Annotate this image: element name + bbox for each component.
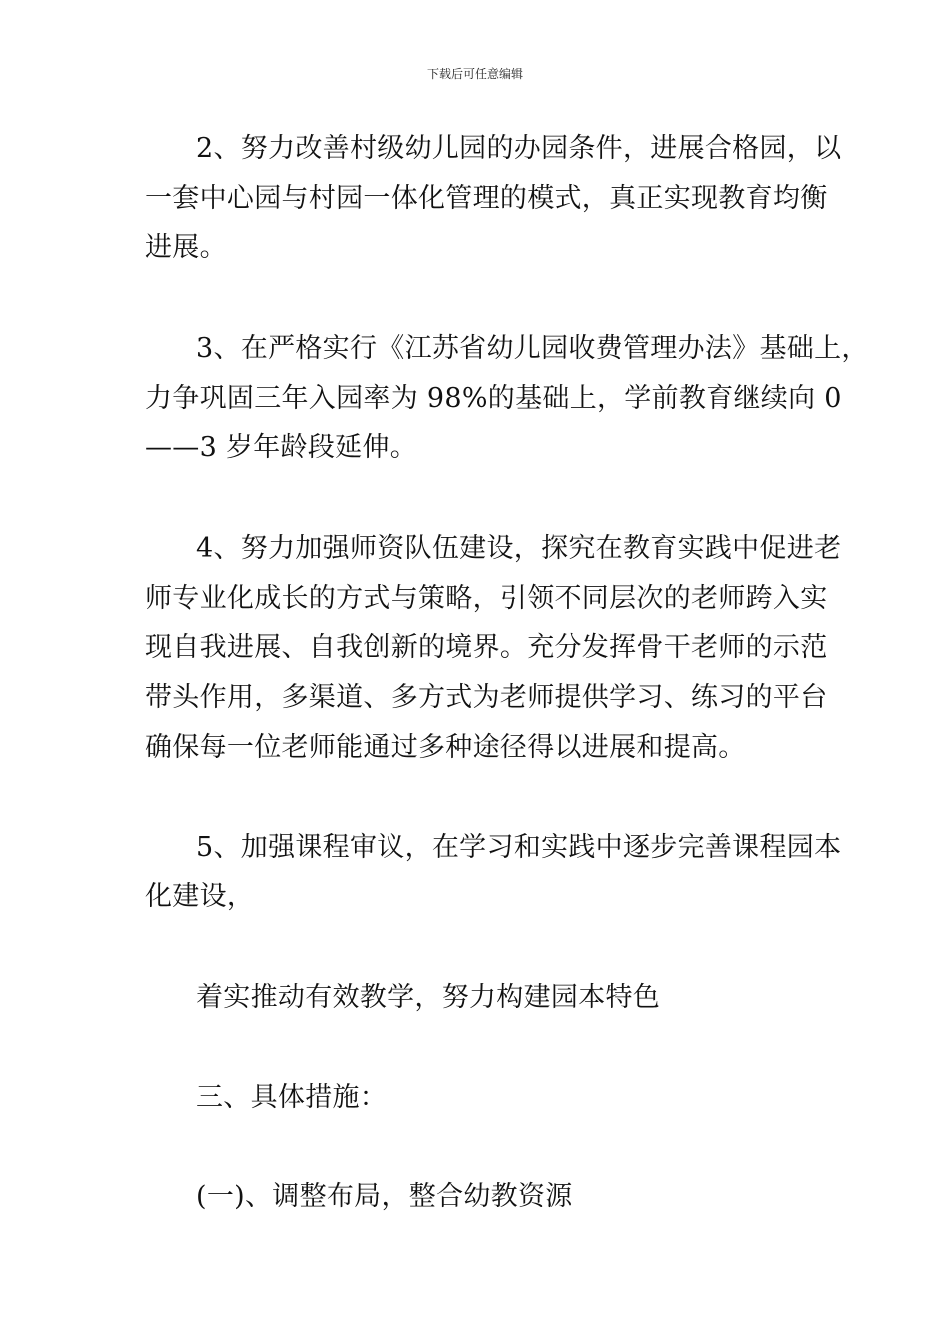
paragraph-4-line-5: 确保每一位老师能通过多种途径得以进展和提高。 bbox=[145, 732, 746, 763]
paragraph-3-line-2: 力争巩固三年入园率为 98%的基础上，学前教育继续向 0 bbox=[145, 383, 842, 414]
paragraph-5-line-2: 化建设， bbox=[145, 881, 255, 912]
paragraph-4-line-2: 师专业化成长的方式与策略，引领不同层次的老师跨入实 bbox=[145, 583, 828, 614]
section-heading-measures: 三、具体措施： bbox=[196, 1082, 388, 1113]
paragraph-2-line-3: 进展。 bbox=[145, 232, 227, 263]
paragraph-teaching-line: 着实推动有效教学，努力构建园本特色 bbox=[196, 982, 661, 1013]
paragraph-5-line-1: 5、加强课程审议，在学习和实践中逐步完善课程园本 bbox=[196, 832, 842, 863]
paragraph-4-line-3: 现自我进展、自我创新的境界。充分发挥骨干老师的示范 bbox=[145, 632, 828, 663]
paragraph-4-line-1: 4、努力加强师资队伍建设，探究在教育实践中促进老 bbox=[196, 533, 842, 564]
paragraph-2-line-2: 一套中心园与村园一体化管理的模式，真正实现教育均衡 bbox=[145, 183, 828, 214]
paragraph-4-line-4: 带头作用，多渠道、多方式为老师提供学习、练习的平台 bbox=[145, 682, 828, 713]
paragraph-2-line-1: 2、努力改善村级幼儿园的办园条件，进展合格园，以 bbox=[196, 133, 842, 164]
page-header-note: 下载后可任意编辑 bbox=[426, 67, 523, 81]
paragraph-3-line-1: 3、在严格实行《江苏省幼儿园收费管理办法》基础上， bbox=[196, 333, 869, 364]
subsection-heading-1: (一)、调整布局，整合幼教资源 bbox=[196, 1181, 573, 1212]
paragraph-3-line-3: ——3 岁年龄段延伸。 bbox=[145, 432, 418, 463]
